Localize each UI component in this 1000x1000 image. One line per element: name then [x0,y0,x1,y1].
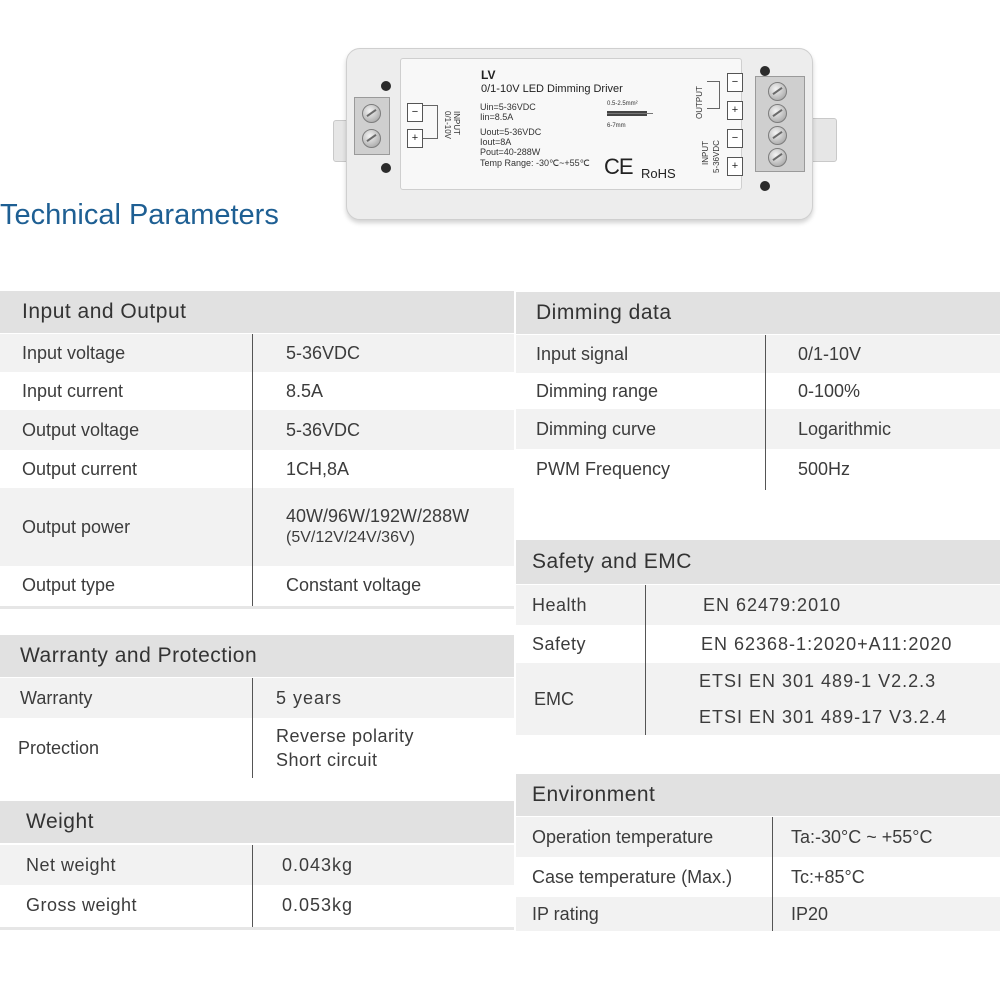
column-divider [252,334,253,606]
row-value: 5-36VDC [286,419,361,440]
rohs-mark: RoHS [641,166,676,181]
led-symbol-icon [707,81,720,109]
row-value: 5-36VDC [286,342,361,363]
port-wiring-line [423,105,438,139]
row-label: Case temperature (Max.) [532,866,733,887]
warranty-section [0,635,514,780]
column-divider [252,845,253,927]
device-label [400,58,742,190]
section-title: Environment [532,783,656,806]
right-input-label: INPUT [701,141,710,165]
section-title: Safety and EMC [532,550,692,573]
row-label: Output power [22,516,131,537]
ce-mark: CE [604,154,633,179]
row-label: Output type [22,574,116,595]
left-minus-box: − [407,103,423,122]
terminal-screw [768,104,787,123]
terminal-screw [768,126,787,145]
row-value-line2: Short circuit [276,750,378,770]
model-name: LV [481,68,496,82]
output-terminal-block [755,76,805,172]
mounting-hole [760,181,770,191]
table-row [0,410,514,450]
right-plus-box-1: + [727,101,743,120]
table-row [0,488,514,566]
device-title: 0/1-10V LED Dimming Driver [481,83,623,95]
row-value: 500Hz [798,458,851,479]
right-minus-box-2: − [727,129,743,148]
spec-uout: Uout=5-36VDC [480,127,542,137]
row-label: Operation temperature [532,826,714,847]
section-header [0,801,514,843]
wire-gauge-bottom: 6-7mm [607,123,626,129]
spec-iin: Iin=8.5A [480,112,514,122]
row-label: Input voltage [22,342,126,363]
table-row [516,409,1000,449]
wire-gauge-top: 0.5-2.5mm² [607,101,638,107]
row-value-line1: Reverse polarity [276,726,415,746]
terminal-screw [362,129,381,148]
left-plus-box: + [407,129,423,148]
mounting-hole [381,81,391,91]
left-port-sub: 0/1-10V [443,111,452,140]
right-output-label: OUTPUT [695,86,704,119]
row-label: Gross weight [26,894,138,915]
section-title: Dimming data [536,301,672,324]
row-value [276,718,414,778]
table-row [516,585,1000,625]
column-divider [645,585,646,735]
weight-section [0,801,514,931]
terminal-screw [768,148,787,167]
spec-temp: Temp Range: -30℃~+55℃ [480,158,590,168]
row-label: Input current [22,380,124,401]
section-title: Weight [26,810,94,833]
row-value: Tc:+85°C [791,866,865,887]
safety-section [516,540,1000,740]
row-value: 5 years [276,687,343,708]
row-value-line2: ETSI EN 301 489-17 V3.2.4 [699,707,948,727]
spec-pout: Pout=40-288W [480,147,541,157]
table-row [0,885,514,925]
table-row [0,372,514,410]
row-value [699,663,947,735]
spec-uin: Uin=5-36VDC [480,102,536,112]
column-divider [772,817,773,931]
row-value: Ta:-30°C ~ +55°C [791,826,933,847]
row-label: Warranty [20,687,93,708]
table-row [516,897,1000,931]
table-row [516,663,1000,735]
table-row [516,857,1000,897]
row-value: 0.043kg [282,854,354,875]
section-header [516,292,1000,334]
terminal-screw [768,82,787,101]
table-row [0,566,514,604]
row-value: 8.5A [286,380,324,401]
left-port-label: INPUT [452,111,461,135]
row-value: 0.053kg [282,894,354,915]
row-label: Protection [18,737,100,758]
table-row [0,845,514,885]
table-row [0,450,514,488]
section-title: Warranty and Protection [20,644,258,667]
table-row [0,718,514,778]
right-input-sub: 5-36VDC [712,140,721,173]
row-value-line1: 40W/96W/192W/288W [286,506,470,526]
spec-iout: Iout=8A [480,137,512,147]
section-bottom-rule [0,927,514,930]
table-row [0,678,514,718]
row-value: EN 62368-1:2020+A11:2020 [701,633,953,654]
row-value: 0/1-10V [798,343,862,364]
row-label: Health [532,594,588,615]
row-value: Constant voltage [286,574,422,595]
product-image [0,0,1000,230]
row-value: 1CH,8A [286,458,350,479]
row-label: Dimming range [536,380,659,401]
page-title: Technical Parameters [0,199,279,231]
row-label: Input signal [536,343,629,364]
row-value: IP20 [791,903,829,924]
row-label: Dimming curve [536,418,657,439]
row-label: EMC [534,688,574,709]
section-title: Input and Output [22,300,187,323]
wire-gauge-line [607,113,653,114]
row-value: Logarithmic [798,418,892,439]
section-header [0,635,514,677]
row-label: IP rating [532,903,599,924]
mounting-hole [760,66,770,76]
table-row [516,373,1000,409]
table-row [516,449,1000,489]
row-label: Net weight [26,854,117,875]
column-divider [765,335,766,490]
row-value [286,488,469,566]
row-label: Safety [532,633,587,654]
row-label: PWM Frequency [536,458,671,479]
table-row [516,625,1000,663]
row-value: EN 62479:2010 [703,594,842,615]
right-plus-box-2: + [727,157,743,176]
row-value-line1: ETSI EN 301 489-1 V2.2.3 [699,671,937,691]
table-row [0,334,514,372]
section-bottom-rule [0,606,514,609]
environment-section [516,774,1000,934]
row-label: Output voltage [22,419,140,440]
section-header [516,774,1000,816]
mounting-hole [381,163,391,173]
row-value-line2: (5V/12V/24V/36V) [286,529,415,546]
table-row [516,335,1000,373]
table-row [516,817,1000,857]
dimming-section [516,292,1000,497]
terminal-screw [362,104,381,123]
row-label: Output current [22,458,138,479]
input-terminal-block [354,97,390,155]
row-value: 0-100% [798,380,861,401]
column-divider [252,678,253,778]
input-output-section [0,291,514,611]
section-header [516,540,1000,584]
right-minus-box-1: − [727,73,743,92]
section-header [0,291,514,333]
